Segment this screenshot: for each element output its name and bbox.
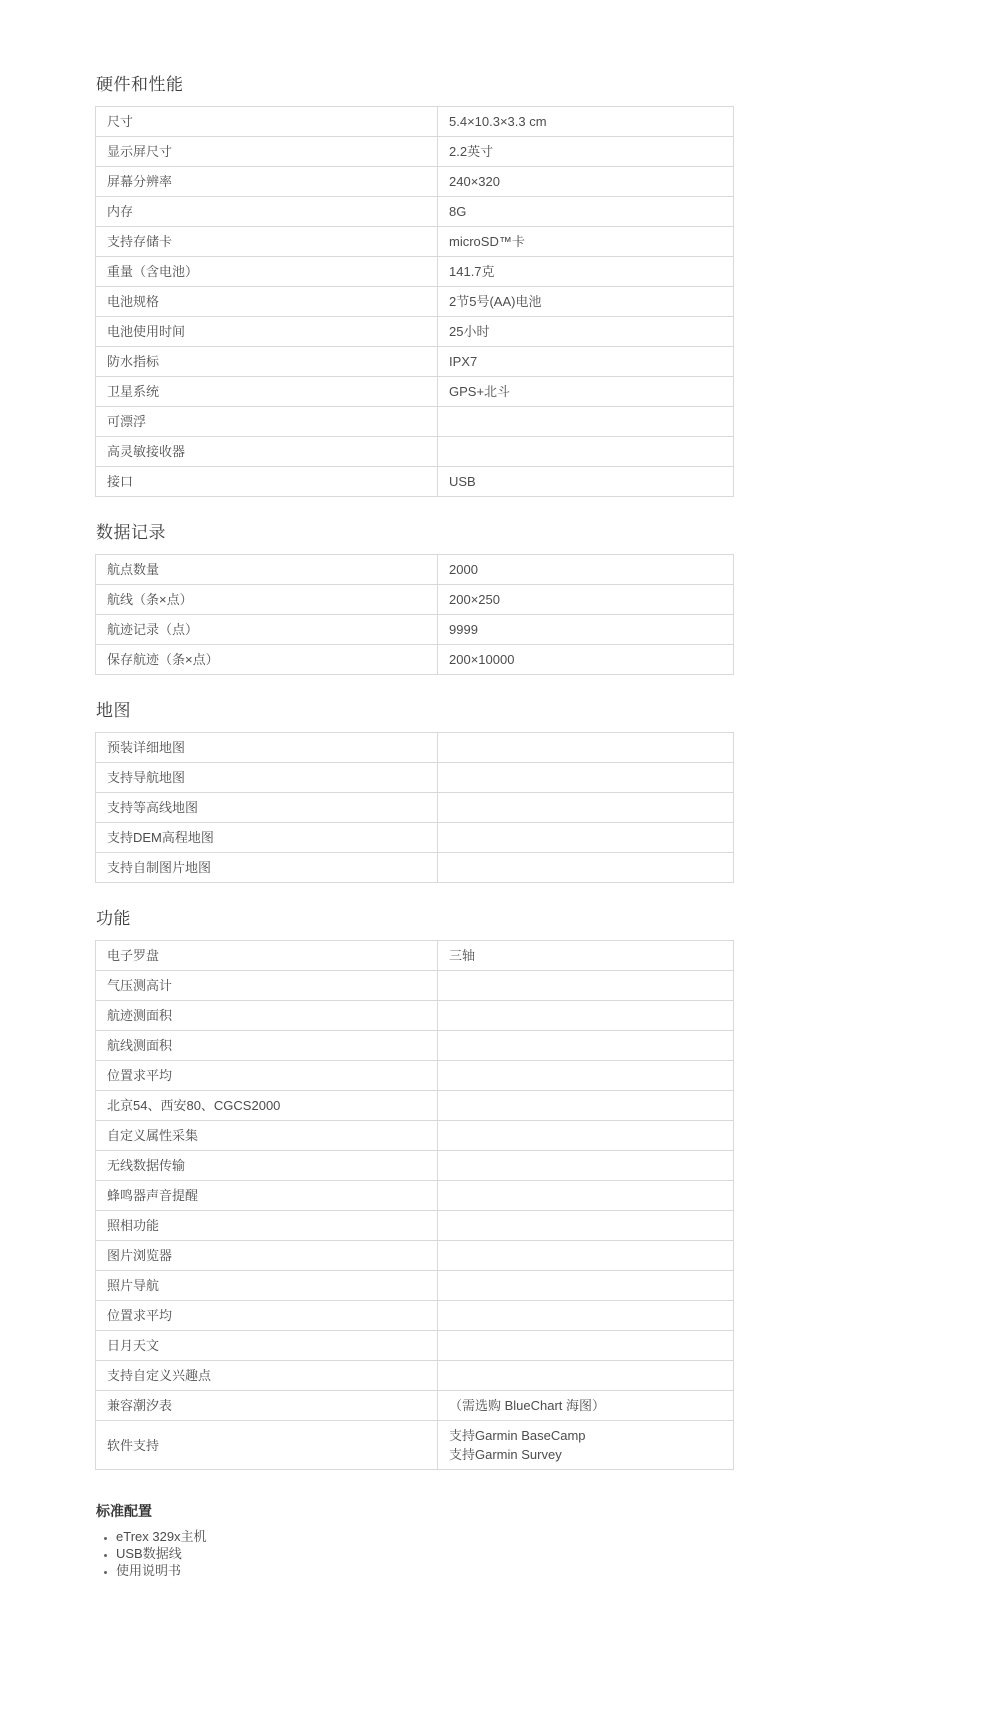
spec-label-cell: 航点数量: [96, 555, 438, 585]
spec-value-cell: [438, 1361, 734, 1391]
spec-row: [96, 107, 734, 137]
spec-label-cell: 位置求平均: [96, 1301, 438, 1331]
spec-value-cell: [438, 1121, 734, 1151]
spec-value-cell: [438, 733, 734, 763]
spec-value-cell: [438, 1001, 734, 1031]
section-maps: [95, 699, 736, 883]
spec-label-cell: 图片浏览器: [96, 1241, 438, 1271]
spec-row: [96, 1421, 734, 1470]
spec-table-features: [95, 940, 734, 1470]
spec-label-cell: 照相功能: [96, 1211, 438, 1241]
spec-label-cell: 气压测高计: [96, 971, 438, 1001]
spec-label-cell: 位置求平均: [96, 1061, 438, 1091]
spec-value-cell: 8G: [438, 197, 734, 227]
spec-value-cell: 9999: [438, 615, 734, 645]
spec-label-cell: 屏幕分辨率: [96, 167, 438, 197]
spec-row: [96, 555, 734, 585]
package-list-item: • 使用说明书: [116, 1562, 736, 1579]
spec-label-cell: 尺寸: [96, 107, 438, 137]
section-features: [95, 907, 736, 1470]
spec-row: [96, 1121, 734, 1151]
spec-row: [96, 823, 734, 853]
spec-label-cell: 航线（条×点）: [96, 585, 438, 615]
spec-value-cell: [438, 407, 734, 437]
spec-value-cell: [438, 1241, 734, 1271]
spec-label-cell: 支持自定义兴趣点: [96, 1361, 438, 1391]
spec-row: [96, 941, 734, 971]
package-list: [95, 1528, 736, 1579]
spec-value-cell: [438, 1151, 734, 1181]
package-list-item: • eTrex 329x主机: [116, 1528, 736, 1545]
spec-label-cell: 北京54、西安80、CGCS2000: [96, 1091, 438, 1121]
spec-value-cell: [438, 1331, 734, 1361]
spec-value-cell: 2.2英寸: [438, 137, 734, 167]
spec-label-cell: 电池规格: [96, 287, 438, 317]
spec-value-cell: [438, 853, 734, 883]
spec-label-cell: 兼容潮汐表: [96, 1391, 438, 1421]
spec-label-cell: 接口: [96, 467, 438, 497]
spec-row: [96, 1271, 734, 1301]
spec-row: [96, 407, 734, 437]
spec-row: [96, 763, 734, 793]
spec-row: [96, 1001, 734, 1031]
spec-label-cell: 照片导航: [96, 1271, 438, 1301]
section-title-features: 功能: [96, 909, 131, 928]
spec-value-cell: 5.4×10.3×3.3 cm: [438, 107, 734, 137]
spec-value-cell: [438, 763, 734, 793]
spec-value-cell: 240×320: [438, 167, 734, 197]
spec-row: [96, 1151, 734, 1181]
spec-row: [96, 317, 734, 347]
spec-label-cell: 显示屏尺寸: [96, 137, 438, 167]
spec-value-cell: USB: [438, 467, 734, 497]
spec-value-cell: [438, 971, 734, 1001]
spec-row: [96, 1091, 734, 1121]
spec-label-cell: 支持自制图片地图: [96, 853, 438, 883]
spec-row: [96, 1031, 734, 1061]
spec-row: [96, 1211, 734, 1241]
spec-row: [96, 733, 734, 763]
spec-label-cell: 内存: [96, 197, 438, 227]
spec-value-cell: [438, 1301, 734, 1331]
spec-value-cell: [438, 1091, 734, 1121]
spec-row: [96, 257, 734, 287]
spec-row: [96, 467, 734, 497]
spec-label-cell: 卫星系统: [96, 377, 438, 407]
spec-label-cell: 自定义属性采集: [96, 1121, 438, 1151]
spec-value-cell: [438, 793, 734, 823]
spec-row: [96, 645, 734, 675]
section-title-maps: 地图: [96, 701, 131, 720]
spec-row: [96, 585, 734, 615]
spec-label-cell: 蜂鸣器声音提醒: [96, 1181, 438, 1211]
spec-label-cell: 重量（含电池）: [96, 257, 438, 287]
section-hardware-performance: [95, 73, 736, 497]
spec-row: [96, 137, 734, 167]
spec-label-cell: 日月天文: [96, 1331, 438, 1361]
spec-row: [96, 1391, 734, 1421]
spec-value-cell: 2节5号(AA)电池: [438, 287, 734, 317]
spec-value-cell: 141.7克: [438, 257, 734, 287]
spec-row: [96, 227, 734, 257]
spec-row: [96, 971, 734, 1001]
spec-label-cell: 支持存储卡: [96, 227, 438, 257]
spec-row: [96, 1331, 734, 1361]
spec-label-cell: 高灵敏接收器: [96, 437, 438, 467]
section-data-logging: [95, 521, 736, 675]
spec-row: [96, 347, 734, 377]
spec-label-cell: 无线数据传输: [96, 1151, 438, 1181]
spec-row: [96, 793, 734, 823]
spec-value-cell: GPS+北斗: [438, 377, 734, 407]
spec-value-cell: 25小时: [438, 317, 734, 347]
spec-value-cell: IPX7: [438, 347, 734, 377]
spec-label-cell: 支持导航地图: [96, 763, 438, 793]
spec-value-cell: 200×10000: [438, 645, 734, 675]
spec-value-cell: 支持Garmin BaseCamp 支持Garmin Survey: [438, 1421, 734, 1470]
spec-table-maps: [95, 732, 734, 883]
spec-table-data-logging: [95, 554, 734, 675]
spec-label-cell: 航迹记录（点）: [96, 615, 438, 645]
spec-value-cell: [438, 823, 734, 853]
spec-value-cell: [438, 1061, 734, 1091]
spec-row: [96, 1061, 734, 1091]
spec-label-cell: 支持DEM高程地图: [96, 823, 438, 853]
spec-value-cell: [438, 1271, 734, 1301]
spec-label-cell: 电池使用时间: [96, 317, 438, 347]
spec-row: [96, 1241, 734, 1271]
section-title-standard-package: 标准配置: [96, 1503, 152, 1519]
spec-value-cell: [438, 1211, 734, 1241]
spec-row: [96, 197, 734, 227]
spec-value-cell: 200×250: [438, 585, 734, 615]
section-title-hardware-performance: 硬件和性能: [96, 75, 184, 94]
section-title-data-logging: 数据记录: [96, 523, 166, 542]
spec-value-cell: [438, 1031, 734, 1061]
spec-label-cell: 航线测面积: [96, 1031, 438, 1061]
spec-row: [96, 167, 734, 197]
spec-label-cell: 软件支持: [96, 1421, 438, 1470]
spec-label-cell: 电子罗盘: [96, 941, 438, 971]
spec-value-cell: [438, 437, 734, 467]
section-standard-package: [95, 1501, 736, 1579]
spec-label-cell: 支持等高线地图: [96, 793, 438, 823]
spec-value-cell: 三轴: [438, 941, 734, 971]
spec-row: [96, 287, 734, 317]
spec-row: [96, 437, 734, 467]
spec-table-hardware-performance: [95, 106, 734, 497]
spec-row: [96, 1181, 734, 1211]
spec-value-cell: （需选购 BlueChart 海图）: [438, 1391, 734, 1421]
spec-row: [96, 1361, 734, 1391]
spec-row: [96, 377, 734, 407]
spec-row: [96, 1301, 734, 1331]
spec-row: [96, 853, 734, 883]
package-list-item: • USB数据线: [116, 1545, 736, 1562]
spec-label-cell: 航迹测面积: [96, 1001, 438, 1031]
spec-label-cell: 预装详细地图: [96, 733, 438, 763]
spec-label-cell: 可漂浮: [96, 407, 438, 437]
spec-value-cell: [438, 1181, 734, 1211]
spec-label-cell: 保存航迹（条×点）: [96, 645, 438, 675]
spec-value-cell: 2000: [438, 555, 734, 585]
spec-row: [96, 615, 734, 645]
spec-label-cell: 防水指标: [96, 347, 438, 377]
spec-value-cell: microSD™卡: [438, 227, 734, 257]
